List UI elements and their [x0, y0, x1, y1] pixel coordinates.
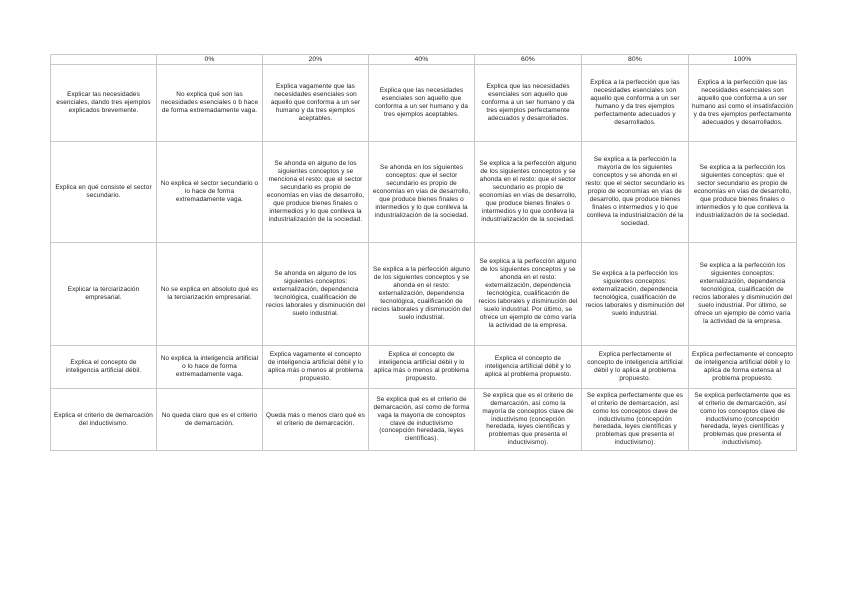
level-cell: No explica el sector secundario o lo hace de forma extremadamente vaga.	[157, 142, 263, 243]
level-cell: Se explica a la perfección alguno de los siguientes conceptos y se ahonda en el resto: externalización, dependencia tecnológica, cualificación de recios laborales y disminución del suelo industrial. Por último, se ofrece un ejemplo de cómo varía la actividad de la empresa.	[475, 243, 582, 346]
rubric-row-necesidades	[51, 65, 797, 142]
level-cell: Se explica a la perfección los siguientes conceptos: externalización, dependencia tecnológica, cualificación de recios laborales y disminución del suelo industrial.	[582, 243, 689, 346]
level-cell: Explica perfectamente el concepto de inteligencia artificial débil y lo aplica al problema propuesto.	[582, 346, 689, 389]
level-cell: Explica vagamente que las necesidades esenciales son aquello que conforma a un ser humano y da tres ejemplos aceptables.	[263, 65, 369, 142]
level-cell: Explica que las necesidades esenciales son aquello que conforma a un ser humano y da tres ejemplos aceptables.	[369, 65, 475, 142]
level-cell: No explica la inteligencia artificial o lo hace de forma extremadamente vaga.	[157, 346, 263, 389]
level-cell: Se explica perfectamente que es el criterio de demarcación, así como los conceptos clave de inductivismo (concepción heredada, leyes científicas y problemas que presenta el inductivismo).	[582, 389, 689, 451]
criterion-cell: Explica el criterio de demarcación del inductivismo.	[51, 389, 157, 451]
level-header-0: 0%	[157, 55, 263, 65]
level-cell: Se ahonda en alguno de los siguientes conceptos y se menciona el resto: que el sector secundario es propio de economías en vías de desarrollo, que produce bienes finales o intermedios y lo que conlleva la industrialización de la sociedad.	[263, 142, 369, 243]
rubric-row-terciarizacion	[51, 243, 797, 346]
level-cell: Se explica a la perfección alguno de los siguientes conceptos y se ahonda en el resto: que el sector secundario es propio de economías en vías de desarrollo, que produce bienes finales o intermedios y lo que conlleva la industrialización de la sociedad.	[475, 142, 582, 243]
criterion-cell: Explica el concepto de inteligencia artificial débil.	[51, 346, 157, 389]
level-cell: Se explica a la perfección los siguientes conceptos: externalización, dependencia tecnológica, cualificación de recios laborales y disminución del suelo industrial. Por último, se ofrece un ejemplo de cómo varía la actividad de la empresa.	[689, 243, 797, 346]
level-cell: Se ahonda en los siguientes conceptos: que el sector secundario es propio de economías en vías de desarrollo, que produce bienes finales o intermedios y lo que conlleva la industrialización de la sociedad.	[369, 142, 475, 243]
rubric-row-inteligencia-artificial	[51, 346, 797, 389]
level-cell: No se explica en absoluto qué es la terciarización empresarial.	[157, 243, 263, 346]
level-cell: Se explica a la perfección la mayoría de los siguientes conceptos y se ahonda en el resto: que el sector secundario es propio de economías en vías de desarrollo, que produce bienes finales o intermedios y lo que conlleva la industrialización de la sociedad.	[582, 142, 689, 243]
level-cell: Explica a la perfección que las necesidades esenciales son aquello que conforma a un ser humano y da tres ejemplos perfectamente adecuados y desarrollados.	[582, 65, 689, 142]
level-cell: Se ahonda en alguno de los siguientes conceptos: externalización, dependencia tecnológica, cualificación de recios laborales y disminución del suelo industrial.	[263, 243, 369, 346]
level-header-80: 80%	[582, 55, 689, 65]
level-cell: Queda más o menos claro qué es el criterio de demarcación.	[263, 389, 369, 451]
criterion-cell: Explicar la terciarización empresarial.	[51, 243, 157, 346]
rubric-table	[50, 54, 797, 451]
level-cell: Se explica a la perfección los siguientes conceptos: que el sector secundario es propio de economías en vías de desarrollo, que produce bienes finales o intermedios y lo que conlleva la industrialización de la sociedad.	[689, 142, 797, 243]
level-cell: No queda claro que es el criterio de demarcación.	[157, 389, 263, 451]
level-header-60: 60%	[475, 55, 582, 65]
level-cell: Explica que las necesidades esenciales son aquello que conforma a un ser humano y da tres ejemplos perfectamente adecuados y desarrollados.	[475, 65, 582, 142]
level-header-20: 20%	[263, 55, 369, 65]
rubric-row-sector-secundario	[51, 142, 797, 243]
level-cell: Explica vagamente el concepto de inteligencia artificial débil y lo aplica más o menos al problema propuesto.	[263, 346, 369, 389]
level-cell: Explica el concepto de inteligencia artificial débil y lo aplica más o menos al problema propuesto.	[369, 346, 475, 389]
level-cell: Explica el concepto de inteligencia artificial débil y lo aplica al problema propuesto.	[475, 346, 582, 389]
level-cell: No explica qué son las necesidades esenciales o b hace de forma extremadamente vaga.	[157, 65, 263, 142]
level-header-100: 100%	[689, 55, 797, 65]
level-cell: Se explica a la perfección alguno de los siguientes conceptos y se ahonda en el resto: externalización, dependencia tecnológica, cualificación de recios laborales y disminución del suelo industrial.	[369, 243, 475, 346]
level-cell: Se explica qué es el criterio de demarcación, así como de forma vaga la mayoría de conceptos clave de inductivismo (concepción heredada, leyes científicas).	[369, 389, 475, 451]
level-cell: Explica a la perfección que las necesidades esenciales son aquello que conforma a un ser humano así como el insatisfacción y da tres ejemplos perfectamente adecuados y desarrollados.	[689, 65, 797, 142]
criterion-cell: Explica en qué consiste el sector secundario.	[51, 142, 157, 243]
criterion-cell: Explicar las necesidades esenciales, dando tres ejemplos explicados brevemente.	[51, 65, 157, 142]
corner-header-cell	[51, 55, 157, 65]
level-cell: Explica perfectamente el concepto de inteligencia artificial débil y lo aplica de forma extensa al problema propuesto.	[689, 346, 797, 389]
level-cell: Se explica perfectamente que es el criterio de demarcación, así como los conceptos clave de inductivismo (concepción heredada, leyes científicas y problemas que presenta el inductivismo).	[689, 389, 797, 451]
header-row	[51, 55, 797, 65]
rubric-row-inductivismo	[51, 389, 797, 451]
level-cell: Se explica que es el criterio de demarcación, así como la mayoría de conceptos clave de inductivismo (concepción heredada, leyes científicas y problemas que presenta el inductivismo).	[475, 389, 582, 451]
level-header-40: 40%	[369, 55, 475, 65]
